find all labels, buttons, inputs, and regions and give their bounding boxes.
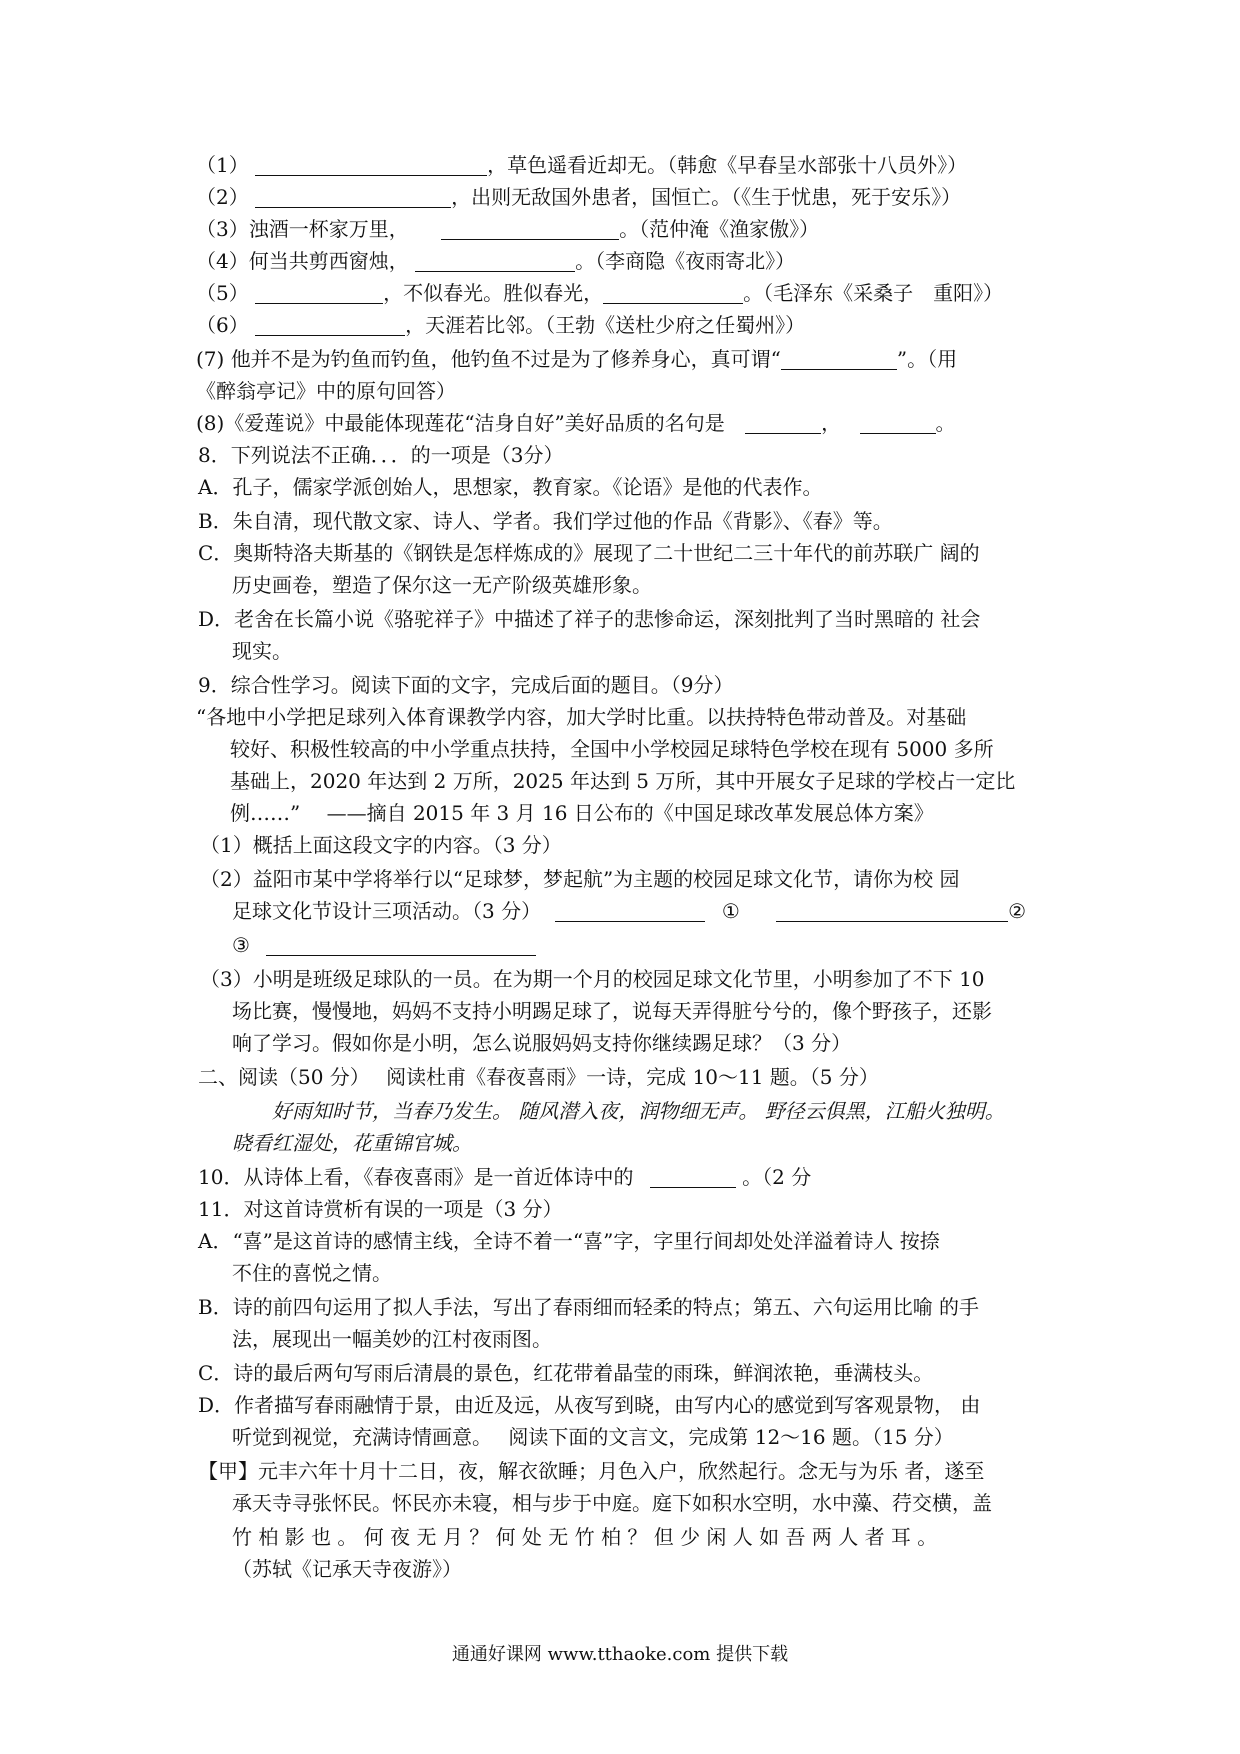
q8-option-d-line1: D．老舍在长篇小说《骆驼祥子》中描述了祥子的悲惨命运，深刻批判了当时黑暗的 社会 — [198, 607, 981, 631]
q10-text: 10．从诗体上看，《春夜喜雨》是一首近体诗中的 — [198, 1165, 634, 1189]
q1-text: ，草色遥看近却无。（韩愈《早春呈水部张十八员外》） — [487, 153, 968, 177]
fill-q7-line2: 《醉翁亭记》中的原句回答） — [196, 379, 456, 403]
fill-q8 — [196, 408, 956, 438]
q9-sub2-line3 — [232, 930, 536, 960]
q9-sub2-line2 — [232, 896, 1026, 926]
q7-answer-blank[interactable] — [781, 349, 897, 370]
q9-activity-blank-2[interactable] — [776, 901, 1008, 922]
fill-q3 — [196, 214, 819, 244]
q9-activity-blank-1[interactable] — [555, 901, 705, 922]
q5-post-text: 。（毛泽东《采桑子 重阳》） — [743, 281, 1004, 305]
q1-answer-blank[interactable] — [255, 155, 487, 176]
q11-option-a-line2: 不住的喜悦之情。 — [232, 1261, 392, 1285]
q8-answer-blank-2[interactable] — [860, 413, 936, 434]
q2-text: ，出则无敌国外患者，国恒亡。（《生于忧患，死于安乐》） — [451, 185, 962, 209]
q8-option-a: A．孔子，儒家学派创始人，思想家，教育家。《论语》是他的代表作。 — [198, 475, 823, 499]
q11-option-d-line2: 听觉到视觉，充满诗情画意。 阅读下面的文言文，完成第 12～16 题。（15 分） — [232, 1425, 954, 1449]
q9-sub3-line1: （3）小明是班级足球队的一员。在为期一个月的校园足球文化节里，小明参加了不下 10 — [200, 967, 985, 991]
classical-line1: 【甲】元丰六年十月十二日，夜，解衣欲睡；月色入户，欣然起行。念无与为乐 者，遂至 — [198, 1459, 985, 1483]
q5-mid-text: ，不似春光。胜似春光， — [383, 281, 604, 305]
q3-answer-blank[interactable] — [441, 219, 619, 240]
classical-line4: （苏轼《记承天寺夜游》） — [232, 1557, 462, 1581]
q11-option-b-line1: B．诗的前四句运用了拟人手法，写出了春雨细而轻柔的特点；第五、六句运用比喻 的手 — [198, 1295, 980, 1319]
q7-pre-text: (7) 他并不是为钓鱼而钓鱼，他钓鱼不过是为了修养身心，真可谓“ — [196, 347, 781, 371]
q7-post-text: ”。（用 — [896, 347, 958, 371]
q11-option-d-line1: D．作者描写春雨融情于景，由近及远，从夜写到晓，由写内心的感觉到写客观景物， 由 — [198, 1393, 981, 1417]
q3-number: （3） — [196, 217, 249, 241]
fill-q2 — [196, 182, 961, 212]
q4-post-text: 。（李商隐《夜雨寄北》） — [575, 249, 796, 273]
q9-sub3-line2: 场比赛，慢慢地，妈妈不支持小明踢足球了，说每天弄得脏兮兮的，像个野孩子，还影 — [232, 999, 992, 1023]
q9-quote-line3: 基础上，2020 年达到 2 万所，2025 年达到 5 万所，其中开展女子足球的学校占一定比 — [230, 769, 1016, 793]
q3-post-text: 。（范仲淹《渔家傲》） — [619, 217, 820, 241]
q9-quote-line4: 例……” ——摘自 2015 年 3 月 16 日公布的《中国足球改革发展总体方案》 — [230, 801, 934, 825]
q10-answer-blank[interactable] — [650, 1167, 736, 1188]
q9-sub2-text: 足球文化节设计三项活动。（3 分） — [232, 899, 542, 923]
q9-sub3-line3: 响了学习。假如你是小明，怎么说服妈妈支持你继续踢足球？（3 分） — [232, 1031, 852, 1055]
q11-stem: 11．对这首诗赏析有误的一项是（3 分） — [198, 1197, 563, 1221]
q8-choice-stem: 8．下列说法不正确．．．的一项是（3分） — [198, 443, 564, 467]
q9-quote-line2: 较好、积极性较高的中小学重点扶持，全国中小学校园足球特色学校在现有 5000 多所 — [230, 737, 994, 761]
circle-three: ③ — [232, 933, 250, 957]
poem-line1: 好雨知时节，当春乃发生。 随风潜入夜，润物细无声。 野径云俱黑，江船火独明。 — [272, 1099, 1005, 1123]
q8-post-text: 。 — [935, 411, 956, 435]
fill-q6 — [196, 310, 805, 340]
q5-answer-blank-1[interactable] — [255, 283, 383, 304]
q5-number: （5） — [196, 281, 249, 305]
q8-option-c-line2: 历史画卷，塑造了保尔这一无产阶级英雄形象。 — [232, 573, 652, 597]
q11-option-a-line1: A．“喜”是这首诗的感情主线，全诗不着一“喜”字，字里行间却处处洋溢着诗人 按捺 — [198, 1229, 940, 1253]
q9-quote-line1: “各地中小学把足球列入体育课教学内容，加大学时比重。以扶持特色带动普及。对基础 — [196, 705, 967, 729]
q11-option-c: C．诗的最后两句写雨后清晨的景色，红花带着晶莹的雨珠，鲜润浓艳，垂满枝头。 — [198, 1361, 934, 1385]
reading-header: 二、阅读（50 分） 阅读杜甫《春夜喜雨》一诗，完成 10～11 题。（5 分） — [198, 1065, 879, 1089]
q3-pre-text: 浊酒一杯家万里， — [248, 217, 409, 241]
circle-one: ① — [721, 899, 740, 923]
fill-q4 — [196, 246, 795, 276]
q4-pre-text: 何当共剪西窗烛， — [248, 249, 409, 273]
q8-option-c-line1: C．奥斯特洛夫斯基的《钢铁是怎样炼成的》展现了二十世纪二三十年代的前苏联广 阔的 — [198, 541, 980, 565]
circle-two: ② — [1008, 899, 1027, 923]
q8-option-b: B．朱自清，现代散文家、诗人、学者。我们学过他的作品《背影》、《春》等。 — [198, 509, 893, 533]
q9-sub1: （1）概括上面这段文字的内容。（3 分） — [200, 833, 562, 857]
fill-q7-line1 — [196, 344, 957, 374]
q10-score: 。（2 分 — [742, 1165, 812, 1189]
q8-mid-text: ， — [821, 411, 842, 435]
q4-answer-blank[interactable] — [415, 251, 575, 272]
q6-text: ，天涯若比邻。（王勃《送杜少府之任蜀州》） — [405, 313, 806, 337]
q8-pre-text: (8)《爱莲说》中最能体现莲花“洁身自好”美好品质的名句是 — [196, 411, 725, 435]
fill-q5 — [196, 278, 1003, 308]
q5-answer-blank-2[interactable] — [603, 283, 743, 304]
classical-line3: 竹 柏 影 也 。 何 夜 无 月 ？ 何 处 无 竹 柏 ？ 但 少 闲 人 如 吾 两 人 者 耳 。 — [232, 1525, 938, 1549]
q9-activity-blank-3[interactable] — [266, 935, 536, 956]
q9-sub2-line1: （2）益阳市某中学将举行以“足球梦，梦起航”为主题的校园足球文化节，请你为校 园 — [200, 867, 960, 891]
q8-option-d-line2: 现实。 — [232, 639, 292, 663]
q2-answer-blank[interactable] — [255, 187, 451, 208]
page-footer: 通通好课网 www.tthaoke.com 提供下载 — [451, 1644, 789, 1665]
fill-q1 — [196, 150, 967, 180]
poem-line2: 晓看红湿处，花重锦官城。 — [232, 1131, 472, 1155]
q9-stem: 9．综合性学习。阅读下面的文字，完成后面的题目。（9分） — [198, 673, 734, 697]
q2-number: （2） — [196, 185, 249, 209]
q11-option-b-line2: 法，展现出一幅美妙的江村夜雨图。 — [232, 1327, 552, 1351]
q10 — [198, 1162, 811, 1192]
classical-line2: 承天寺寻张怀民。怀民亦未寝，相与步于中庭。庭下如积水空明，水中藻、荇交横，盖 — [232, 1491, 992, 1515]
q6-number: （6） — [196, 313, 249, 337]
q4-number: （4） — [196, 249, 249, 273]
q6-answer-blank[interactable] — [255, 315, 405, 336]
q8-answer-blank-1[interactable] — [745, 413, 821, 434]
q1-number: （1） — [196, 153, 249, 177]
